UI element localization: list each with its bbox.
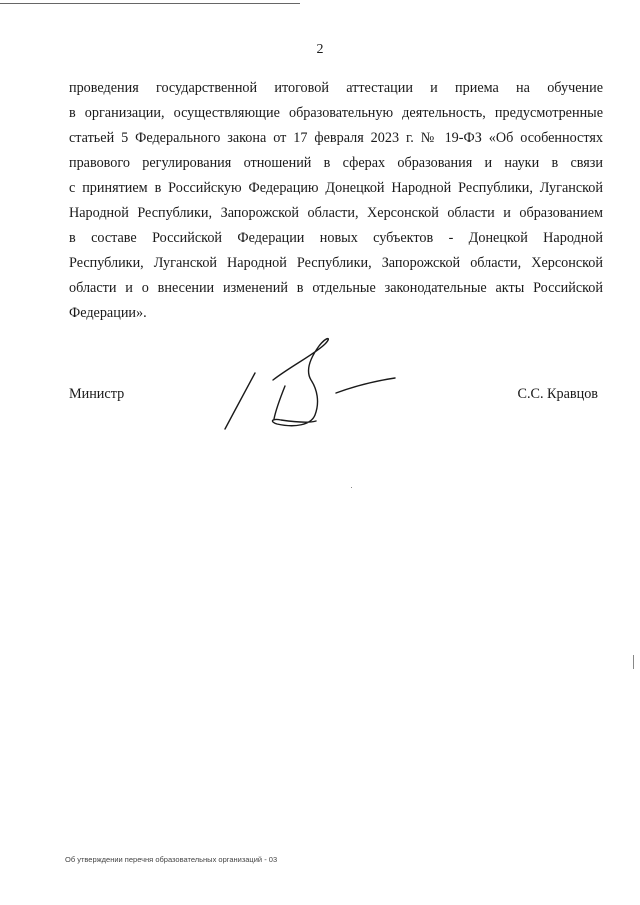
- body-line: Республики, Луганской Народной Республики, Запорожской области, Херсонской: [69, 255, 603, 271]
- body-line: проведения государственной итоговой аттестации и приема на обучение: [69, 80, 603, 96]
- top-rule: [0, 3, 300, 4]
- body-line: Федерации».: [69, 305, 147, 321]
- signature-image: [215, 330, 415, 440]
- body-line: правового регулирования отношений в сферах образования и науки в связи: [69, 155, 603, 171]
- body-line: в организации, осуществляющие образовательную деятельность, предусмотренные: [69, 105, 603, 121]
- body-line: области и о внесении изменений в отдельные законодательные акты Российской: [69, 280, 603, 296]
- body-line: с принятием в Российскую Федерацию Донецкой Народной Республики, Луганской: [69, 180, 603, 196]
- scan-speck: [633, 655, 634, 669]
- body-line: Народной Республики, Запорожской области, Херсонской области и образованием: [69, 205, 603, 221]
- signer-name: С.С. Кравцов: [517, 386, 598, 402]
- body-line: статьей 5 Федерального закона от 17 февраля 2023 г. № 19-ФЗ «Об особенностях: [69, 130, 603, 146]
- body-paragraph: [69, 76, 603, 326]
- page-number: 2: [316, 42, 324, 57]
- signer-position: Министр: [69, 386, 125, 402]
- scan-speck: [351, 487, 352, 488]
- body-line: в составе Российской Федерации новых субъектов - Донецкой Народной: [69, 230, 603, 246]
- footer-label: Об утверждении перечня образовательных организаций - 03: [65, 855, 278, 864]
